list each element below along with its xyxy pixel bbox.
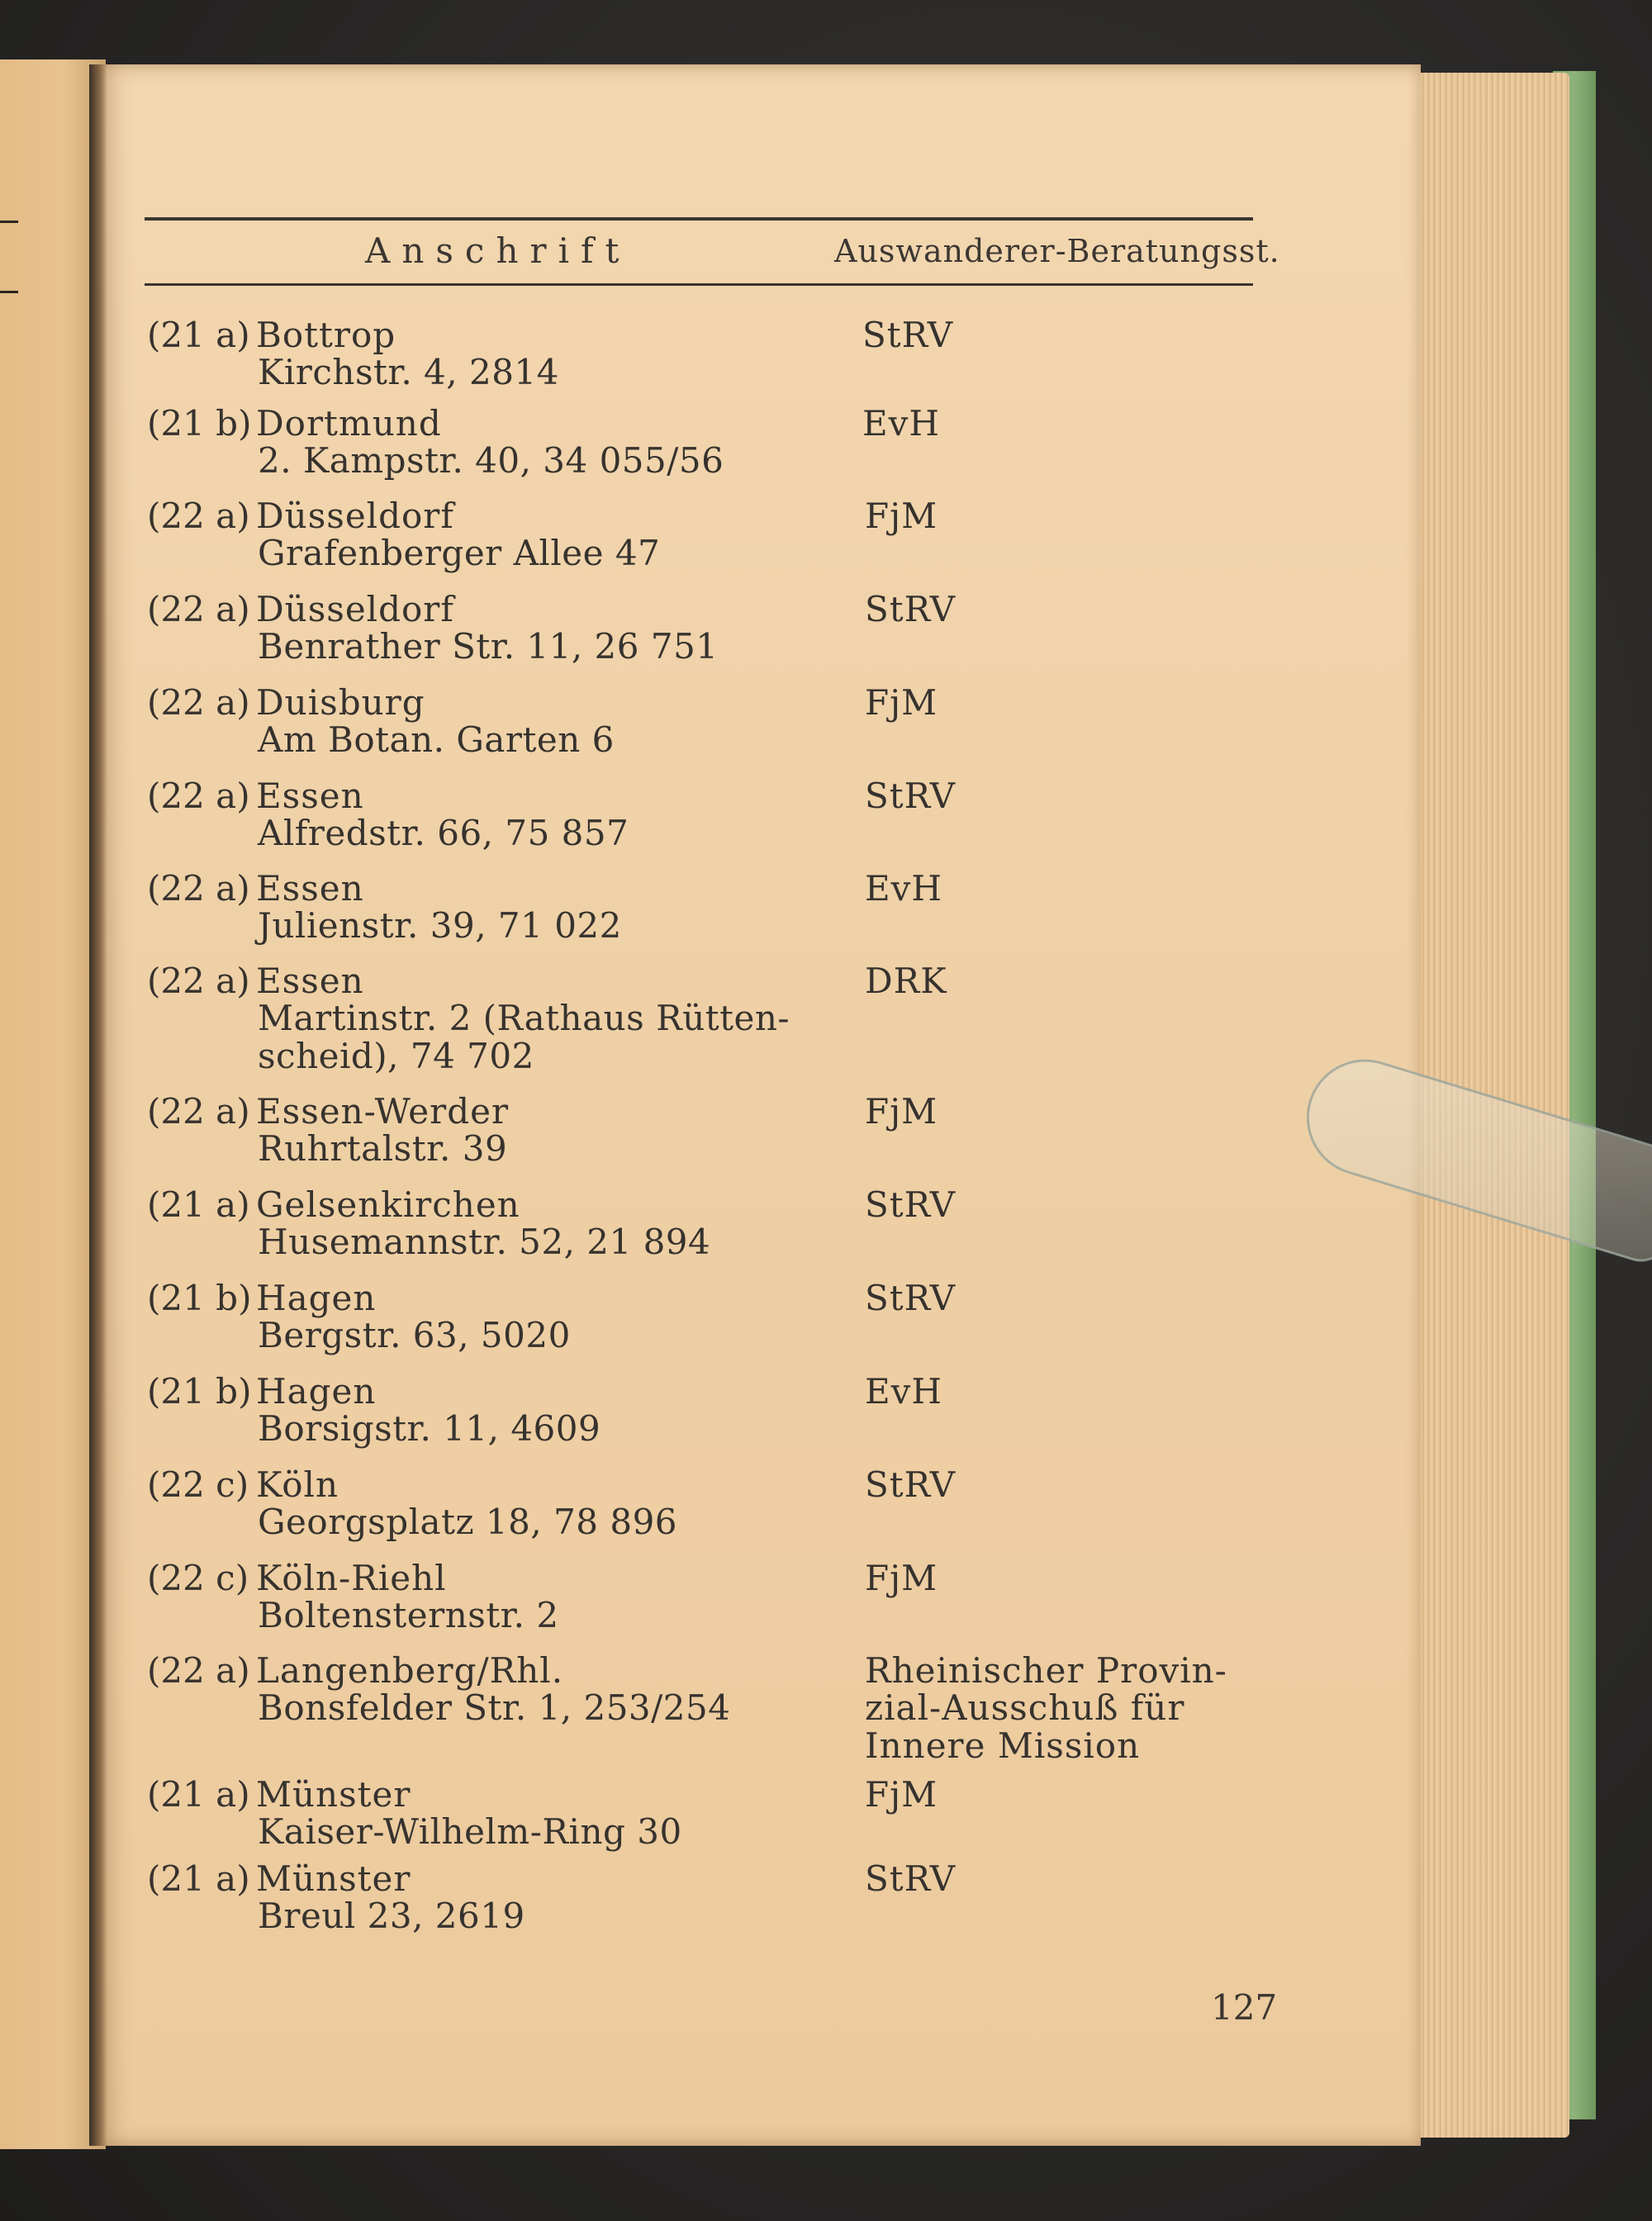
header-rule-top <box>145 217 1253 221</box>
zone-code: (22 a) <box>147 776 250 816</box>
street-address: Alfredstr. 66, 75 857 <box>258 813 629 853</box>
page-number: 127 <box>1211 1987 1278 2028</box>
street-address-continued: scheid), 74 702 <box>258 1036 534 1076</box>
city-name: Münster <box>256 1774 411 1815</box>
zone-code: (22 c) <box>147 1558 249 1598</box>
street-address: Kirchstr. 4, 2814 <box>258 352 559 392</box>
header-rule-bottom <box>145 283 1253 286</box>
office-line-2: zial-Ausschuß für <box>865 1687 1185 1728</box>
city-name: Köln-Riehl <box>256 1558 447 1598</box>
office-code: EvH <box>865 868 943 909</box>
city-name: Duisburg <box>256 682 425 723</box>
city-name: Hagen <box>256 1278 377 1318</box>
street-address: Boltensternstr. 2 <box>258 1595 559 1635</box>
office-code: FjM <box>865 496 938 536</box>
office-line-3: Innere Mission <box>865 1725 1141 1766</box>
office-code: StRV <box>865 776 957 816</box>
city-name: Essen-Werder <box>256 1091 510 1132</box>
street-address: Am Botan. Garten 6 <box>258 719 615 760</box>
city-name: Hagen <box>256 1371 377 1412</box>
street-address: Bonsfelder Str. 1, 253/254 <box>258 1687 731 1728</box>
office-code: StRV <box>862 315 954 355</box>
zone-code: (22 a) <box>147 496 250 536</box>
office-code: DRK <box>865 961 947 1001</box>
city-name: Köln <box>256 1464 339 1505</box>
zone-code: (22 c) <box>147 1464 249 1505</box>
city-name: Essen <box>256 868 364 909</box>
street-address: 2. Kampstr. 40, 34 055/56 <box>258 440 724 481</box>
office-code: StRV <box>865 1278 957 1318</box>
zone-code: (22 a) <box>147 868 250 909</box>
office-code: StRV <box>865 1184 957 1225</box>
zone-code: (22 a) <box>147 1650 250 1691</box>
street-address: Kaiser-Wilhelm-Ring 30 <box>258 1811 682 1852</box>
zone-code: (21 a) <box>147 1184 250 1225</box>
office-code: StRV <box>865 1464 957 1505</box>
zone-code: (22 a) <box>147 961 250 1001</box>
street-address: Husemannstr. 52, 21 894 <box>258 1222 711 1262</box>
city-name: Düsseldorf <box>256 496 454 536</box>
city-name: Gelsenkirchen <box>256 1184 520 1225</box>
office-code: EvH <box>862 403 941 444</box>
zone-code: (22 a) <box>147 589 250 629</box>
zone-code: (21 b) <box>147 1278 252 1318</box>
street-address: Bergstr. 63, 5020 <box>258 1315 571 1355</box>
zone-code: (22 a) <box>147 1091 250 1132</box>
street-address: Grafenberger Allee 47 <box>258 533 661 573</box>
street-address: Borsigstr. 11, 4609 <box>258 1408 601 1449</box>
zone-code: (21 a) <box>147 1858 250 1899</box>
column-header-office: Auswanderer-Beratungsst. <box>834 233 1280 269</box>
office-code: FjM <box>865 1091 938 1132</box>
city-name: Düsseldorf <box>256 589 454 629</box>
facing-page-mark <box>0 291 18 293</box>
city-name: Essen <box>256 776 364 816</box>
street-address: Georgsplatz 18, 78 896 <box>258 1502 678 1542</box>
city-name: Dortmund <box>256 403 442 444</box>
city-name: Bottrop <box>256 315 396 355</box>
office-code: StRV <box>865 589 957 629</box>
office-line-1: Rheinischer Provin- <box>865 1650 1227 1691</box>
office-code: FjM <box>865 1774 938 1815</box>
office-code: FjM <box>865 682 938 723</box>
street-address: Martinstr. 2 (Rathaus Rütten- <box>258 998 790 1038</box>
street-address: Breul 23, 2619 <box>258 1896 525 1936</box>
office-code: StRV <box>865 1858 957 1899</box>
city-name: Münster <box>256 1858 411 1899</box>
city-name: Essen <box>256 961 364 1001</box>
street-address: Benrather Str. 11, 26 751 <box>258 626 719 667</box>
gutter-shadow <box>89 64 107 2146</box>
zone-code: (21 b) <box>147 403 252 444</box>
office-code: FjM <box>865 1558 938 1598</box>
facing-page-mark <box>0 221 18 223</box>
city-name: Langenberg/Rhl. <box>256 1650 564 1691</box>
zone-code: (21 b) <box>147 1371 252 1412</box>
zone-code: (21 a) <box>147 1774 250 1815</box>
column-header-address: Anschrift <box>365 230 631 271</box>
street-address: Julienstr. 39, 71 022 <box>258 905 622 946</box>
street-address: Ruhrtalstr. 39 <box>258 1128 508 1169</box>
office-code: EvH <box>865 1371 943 1412</box>
zone-code: (22 a) <box>147 682 250 723</box>
zone-code: (21 a) <box>147 315 250 355</box>
